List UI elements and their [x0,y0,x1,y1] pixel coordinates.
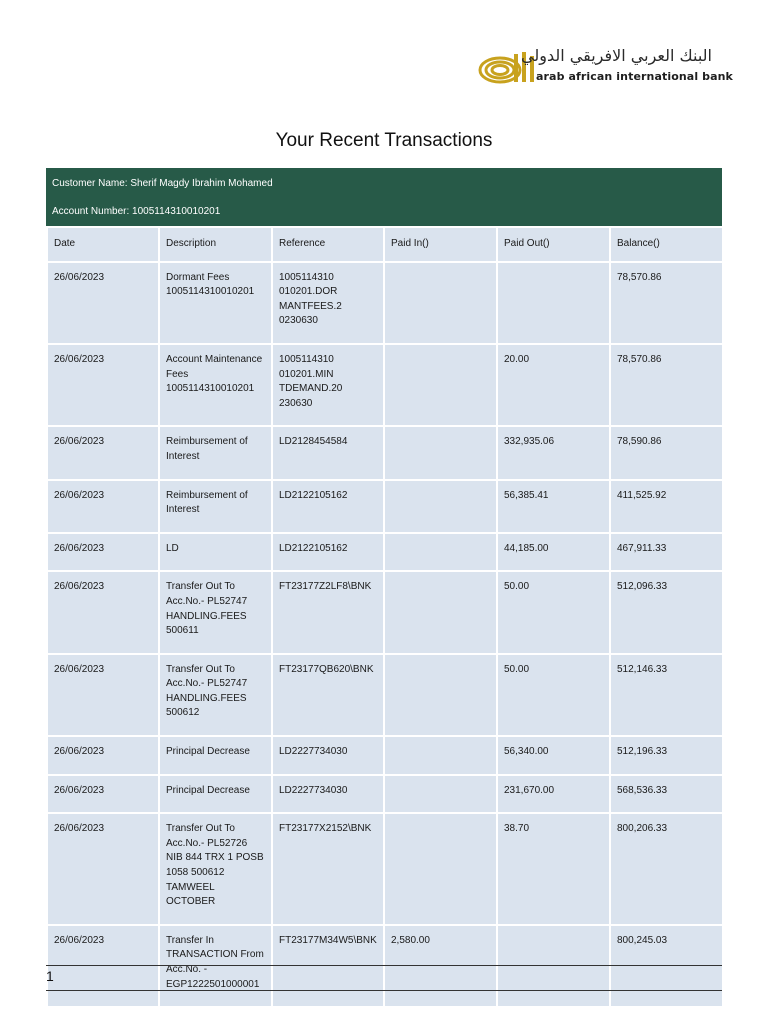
cell-paid-in [384,736,497,775]
bank-name-english: arab african international bank [536,70,733,83]
cell-paid-out: 332,935.06 [497,426,610,479]
cell-reference: FT23177M34W5\BNK [272,925,384,1007]
cell-paid-in [384,262,497,344]
cell-balance: 512,146.33 [610,654,723,736]
cell-reference: LD2122105162 [272,533,384,572]
cell-reference: LD2128454584 [272,426,384,479]
column-header-date: Date [47,227,159,262]
cell-reference: LD2227734030 [272,775,384,814]
footer-divider-top [46,965,722,966]
table-row [47,813,723,925]
account-header [46,168,722,226]
cell-description: Account Maintenance Fees 1005114310010201 [159,344,272,426]
table-row [47,480,723,533]
cell-paid-out [497,262,610,344]
footer-divider-bottom [46,990,722,991]
table-row [47,925,723,1007]
cell-date: 26/06/2023 [47,571,159,653]
cell-paid-in [384,426,497,479]
cell-description: Reimbursement of Interest [159,426,272,479]
table-row [47,262,723,344]
cell-paid-out: 20.00 [497,344,610,426]
cell-date: 26/06/2023 [47,533,159,572]
cell-reference: 1005114310 010201.MIN TDEMAND.20 230630 [272,344,384,426]
cell-balance: 78,570.86 [610,344,723,426]
cell-paid-in [384,533,497,572]
cell-balance: 568,536.33 [610,775,723,814]
cell-paid-out: 56,340.00 [497,736,610,775]
cell-balance: 800,245.03 [610,925,723,1007]
cell-date: 26/06/2023 [47,775,159,814]
cell-paid-out: 56,385.41 [497,480,610,533]
account-number: Account Number: 1005114310010201 [52,206,221,217]
table-row [47,571,723,653]
cell-paid-in [384,344,497,426]
table-row [47,736,723,775]
cell-reference: LD2227734030 [272,736,384,775]
cell-paid-out: 50.00 [497,571,610,653]
page-number: 1 [46,968,54,984]
cell-date: 26/06/2023 [47,344,159,426]
cell-balance: 467,911.33 [610,533,723,572]
cell-balance: 512,096.33 [610,571,723,653]
table-row [47,775,723,814]
column-header-reference: Reference [272,227,384,262]
cell-description: Dormant Fees 1005114310010201 [159,262,272,344]
table-row [47,533,723,572]
cell-balance: 411,525.92 [610,480,723,533]
column-header-description: Description [159,227,272,262]
cell-date: 26/06/2023 [47,426,159,479]
cell-description: Reimbursement of Interest [159,480,272,533]
column-header-balance: Balance() [610,227,723,262]
cell-description: Transfer In TRANSACTION From Acc.No. - EGP1222501000001 [159,925,272,1007]
table-row [47,344,723,426]
cell-description: Transfer Out To Acc.No.- PL52747 HANDLING.FEES 500612 [159,654,272,736]
page-title: Your Recent Transactions [275,130,493,151]
cell-date: 26/06/2023 [47,480,159,533]
table-row [47,426,723,479]
cell-description: Transfer Out To Acc.No.- PL52747 HANDLING.FEES 500611 [159,571,272,653]
cell-date: 26/06/2023 [47,262,159,344]
cell-paid-in [384,571,497,653]
cell-date: 26/06/2023 [47,813,159,925]
cell-reference: FT23177X2152\BNK [272,813,384,925]
column-header-paid-in: Paid In() [384,227,497,262]
transactions-table [46,226,724,1008]
table-row [47,654,723,736]
cell-date: 26/06/2023 [47,654,159,736]
cell-date: 26/06/2023 [47,736,159,775]
cell-paid-in [384,813,497,925]
cell-paid-out: 231,670.00 [497,775,610,814]
cell-description: Principal Decrease [159,736,272,775]
table-header-row [47,227,723,262]
cell-reference: FT23177QB620\BNK [272,654,384,736]
cell-reference: 1005114310 010201.DOR MANTFEES.2 0230630 [272,262,384,344]
cell-balance: 512,196.33 [610,736,723,775]
cell-paid-out [497,925,610,1007]
cell-paid-out: 38.70 [497,813,610,925]
cell-reference: LD2122105162 [272,480,384,533]
cell-date: 26/06/2023 [47,925,159,1007]
column-header-paid-out: Paid Out() [497,227,610,262]
statement-table [46,168,722,1008]
bank-name-arabic: البنك العربي الافريقي الدولي [521,46,712,65]
cell-paid-out: 44,185.00 [497,533,610,572]
cell-paid-out: 50.00 [497,654,610,736]
cell-balance: 78,590.86 [610,426,723,479]
cell-description: LD [159,533,272,572]
customer-name: Customer Name: Sherif Magdy Ibrahim Mohamed [52,178,273,189]
cell-balance: 78,570.86 [610,262,723,344]
cell-paid-in [384,480,497,533]
cell-description: Transfer Out To Acc.No.- PL52726 NIB 844 TRX 1 POSB 1058 500612 TAMWEEL OCTOBER [159,813,272,925]
cell-paid-in [384,654,497,736]
cell-balance: 800,206.33 [610,813,723,925]
cell-reference: FT23177Z2LF8\BNK [272,571,384,653]
cell-paid-in: 2,580.00 [384,925,497,1007]
cell-description: Principal Decrease [159,775,272,814]
cell-paid-in [384,775,497,814]
